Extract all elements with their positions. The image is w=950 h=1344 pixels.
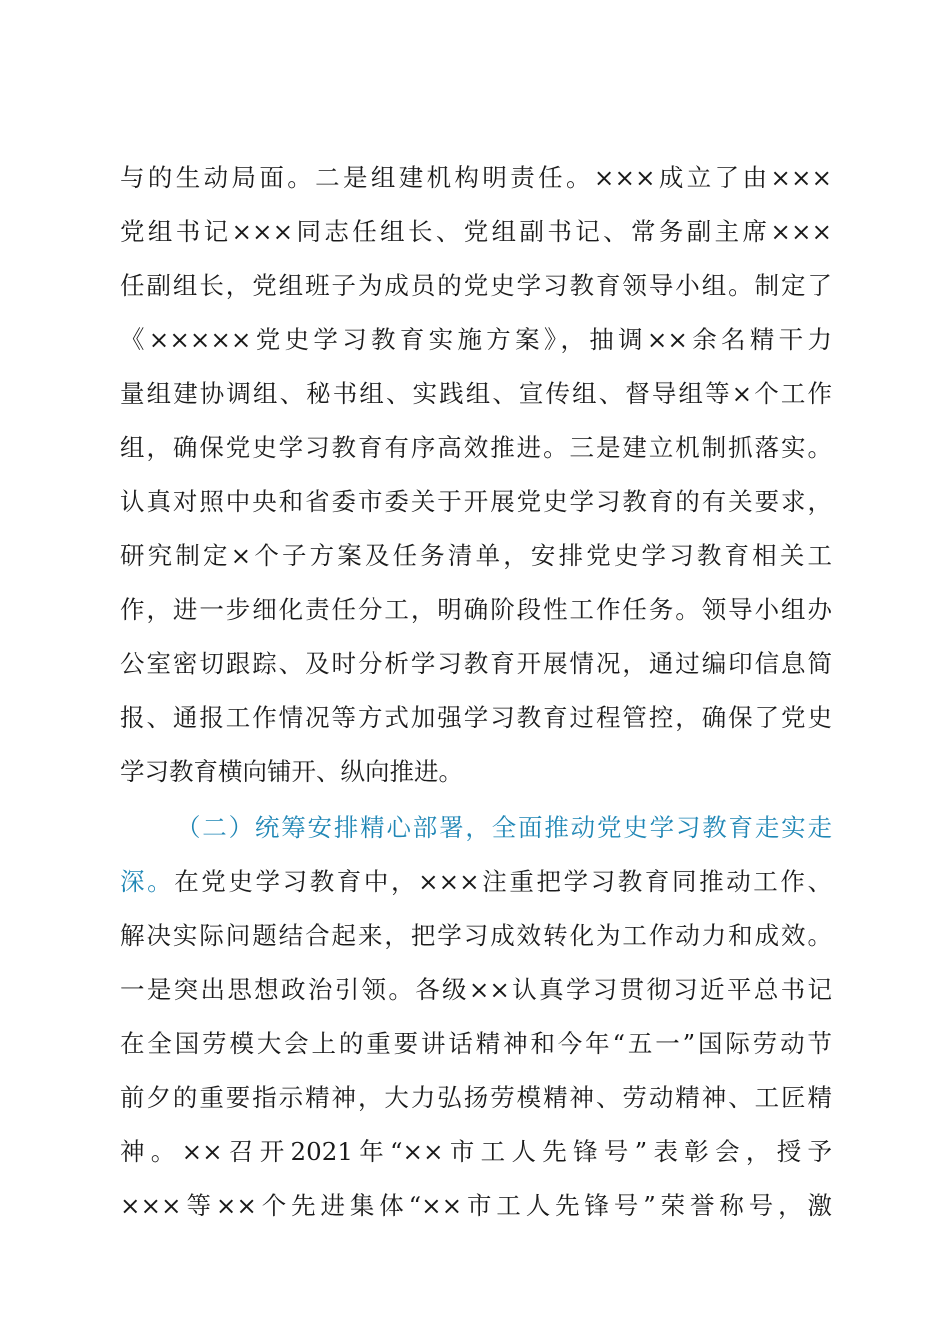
text-line: 与的生动局面。二是组建机构明责任。×××成立了由××× (120, 163, 832, 192)
text-line: ×××等××个先进集体“××市工人先锋号”荣誉称号，激 (120, 1191, 832, 1220)
text-line: 公室密切跟踪、及时分析学习教育开展情况，通过编印信息简 (120, 649, 832, 678)
text-line: 作，进一步细化责任分工，明确阶段性工作任务。领导小组办 (120, 595, 832, 624)
section-heading-end: 深。 (120, 867, 175, 896)
text-line: 研究制定×个子方案及任务清单，安排党史学习教育相关工 (120, 541, 832, 570)
text-line: 党组书记×××同志任组长、党组副书记、常务副主席××× (120, 217, 832, 246)
text-line: 解决实际问题结合起来，把学习成效转化为工作动力和成效。 (120, 921, 832, 950)
text-line: 认真对照中央和省委市委关于开展党史学习教育的有关要求， (120, 487, 832, 516)
text-line: 任副组长，党组班子为成员的党史学习教育领导小组。制定了 (120, 271, 832, 300)
section-heading: （二）统筹安排精心部署，全面推动党史学习教育走实走 (176, 813, 832, 842)
text-line: 前夕的重要指示精神，大力弘扬劳模精神、劳动精神、工匠精 (120, 1083, 832, 1112)
text-line (120, 862, 832, 902)
text-line: 报、通报工作情况等方式加强学习教育过程管控，确保了党史 (120, 703, 832, 732)
text-line: 《×××××党史学习教育实施方案》，抽调××余名精干力 (120, 325, 832, 354)
text-line: 一是突出思想政治引领。各级××认真学习贯彻习近平总书记 (120, 975, 832, 1004)
text-line: 神。××召开2021年“××市工人先锋号”表彰会，授予 (120, 1137, 832, 1166)
text-line: 学习教育横向铺开、纵向推进。 (120, 757, 463, 786)
text-line-rest: 在党史学习教育中，×××注重把学习教育同推动工作、 (174, 867, 832, 896)
text-line: 组，确保党史学习教育有序高效推进。三是建立机制抓落实。 (120, 433, 832, 462)
text-line: 量组建协调组、秘书组、实践组、宣传组、督导组等×个工作 (120, 379, 832, 408)
text-line: 在全国劳模大会上的重要讲话精神和今年“五一”国际劳动节 (120, 1029, 832, 1058)
